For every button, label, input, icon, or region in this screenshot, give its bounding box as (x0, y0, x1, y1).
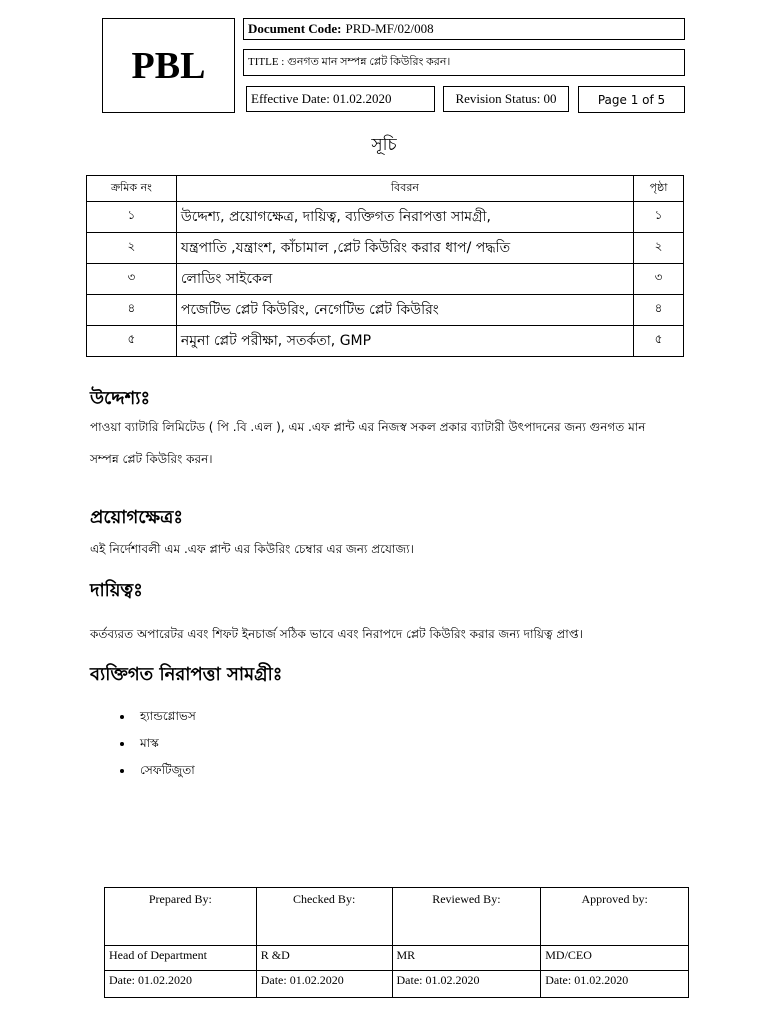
document-code-field (243, 18, 685, 40)
toc-page: ৫ (634, 326, 684, 357)
scope-heading: প্রয়োগক্ষেত্রঃ (90, 507, 183, 528)
revision-status: Revision Status: 00 (455, 91, 557, 106)
reviewed-by-name: MR (392, 946, 541, 971)
toc-header-row (87, 176, 684, 202)
scope-text: এই নির্দেশাবলী এম .এফ প্লান্ট এর কিউরিং চেম্বার এর জন্য প্রযোজ্য। (90, 542, 414, 556)
document-code-value: PRD-MF/02/008 (345, 21, 434, 36)
document-title: TITLE : গুনগত মান সম্পন্ন প্লেট কিউরিং করন। (248, 56, 451, 68)
toc-page: ১ (634, 202, 684, 233)
toc-description: পজেটিভ প্লেট কিউরিং, নেগেটিভ প্লেট কিউরিং (176, 295, 633, 326)
toc-page: ৩ (634, 264, 684, 295)
toc-page: ৪ (634, 295, 684, 326)
document-title-field (243, 49, 685, 76)
approved-by-name: MD/CEO (541, 946, 689, 971)
purpose-text-line-2: সম্পন্ন প্লেট কিউরিং করন। (90, 452, 213, 466)
reviewed-by-date: Date: 01.02.2020 (392, 971, 541, 998)
ppe-item-gloves: • হ্যান্ডগ্লোভস (134, 705, 196, 732)
ppe-item-mask: • মাস্ক (134, 732, 196, 759)
signoff-roles-row (105, 888, 689, 946)
purpose-text-line-1: পাওয়া ব্যাটারি লিমিটেড ( পি .বি .এল ), এম .এফ প্লান্ট এর নিজস্ব সকল প্রকার ব্যাটারী উৎপাদনের জন্য গুনগত মান (90, 420, 646, 434)
toc-serial: ৩ (87, 264, 177, 295)
toc-serial: ১ (87, 202, 177, 233)
toc-description: উদ্দেশ্য, প্রয়োগক্ষেত্র, দায়িত্ব, ব্যক্তিগত নিরাপত্তা সামগ্রী, (176, 202, 633, 233)
checked-by-date: Date: 01.02.2020 (256, 971, 392, 998)
ppe-heading: ব্যক্তিগত নিরাপত্তা সামগ্রীঃ (90, 664, 283, 685)
toc-row (87, 326, 684, 357)
purpose-heading: উদ্দেশ্যঃ (90, 388, 151, 409)
toc-row (87, 202, 684, 233)
toc-col-description: বিবরন (176, 176, 633, 202)
revision-status-field (443, 86, 569, 112)
page-number: Page 1 of 5 (597, 92, 666, 107)
toc-col-page: পৃষ্ঠা (634, 176, 684, 202)
signoff-dates-row (105, 971, 689, 998)
toc-description: নমুনা প্লেট পরীক্ষা, সতর্কতা, GMP (176, 326, 633, 357)
prepared-by-date: Date: 01.02.2020 (105, 971, 257, 998)
toc-description: লোডিং সাইকেল (176, 264, 633, 295)
reviewed-by-label: Reviewed By: (392, 888, 541, 946)
page-number-field (578, 86, 685, 113)
toc-serial: ৪ (87, 295, 177, 326)
responsibility-heading: দায়িত্বঃ (90, 580, 143, 601)
signoff-table (104, 887, 689, 998)
approved-by-label: Approved by: (541, 888, 689, 946)
toc-table (86, 175, 684, 357)
company-logo: PBL (102, 18, 235, 113)
toc-page: ২ (634, 233, 684, 264)
toc-col-serial: ক্রমিক নং (87, 176, 177, 202)
signoff-names-row (105, 946, 689, 971)
toc-heading: সূচি (371, 135, 397, 155)
toc-row (87, 295, 684, 326)
toc-serial: ২ (87, 233, 177, 264)
effective-date-field (246, 86, 435, 112)
ppe-list (114, 705, 196, 786)
document-code-label: Document Code: (248, 21, 342, 36)
toc-row (87, 264, 684, 295)
ppe-item-safety-shoes: • সেফটিজুতা (134, 759, 196, 786)
checked-by-label: Checked By: (256, 888, 392, 946)
responsibility-text: কর্তব্যরত অপারেটর এবং শিফট ইনচার্জ সঠিক ভাবে এবং নিরাপদে প্লেট কিউরিং করার জন্য দায়িত্ব প্রাপ্ত। (90, 627, 583, 641)
toc-serial: ৫ (87, 326, 177, 357)
effective-date: Effective Date: 01.02.2020 (251, 91, 392, 106)
toc-row (87, 233, 684, 264)
checked-by-name: R &D (256, 946, 392, 971)
toc-description: যন্ত্রপাতি ,যন্ত্রাংশ, কাঁচামাল ,প্লেট কিউরিং করার ধাপ/ পদ্ধতি (176, 233, 633, 264)
prepared-by-name: Head of Department (105, 946, 257, 971)
approved-by-date: Date: 01.02.2020 (541, 971, 689, 998)
prepared-by-label: Prepared By: (105, 888, 257, 946)
